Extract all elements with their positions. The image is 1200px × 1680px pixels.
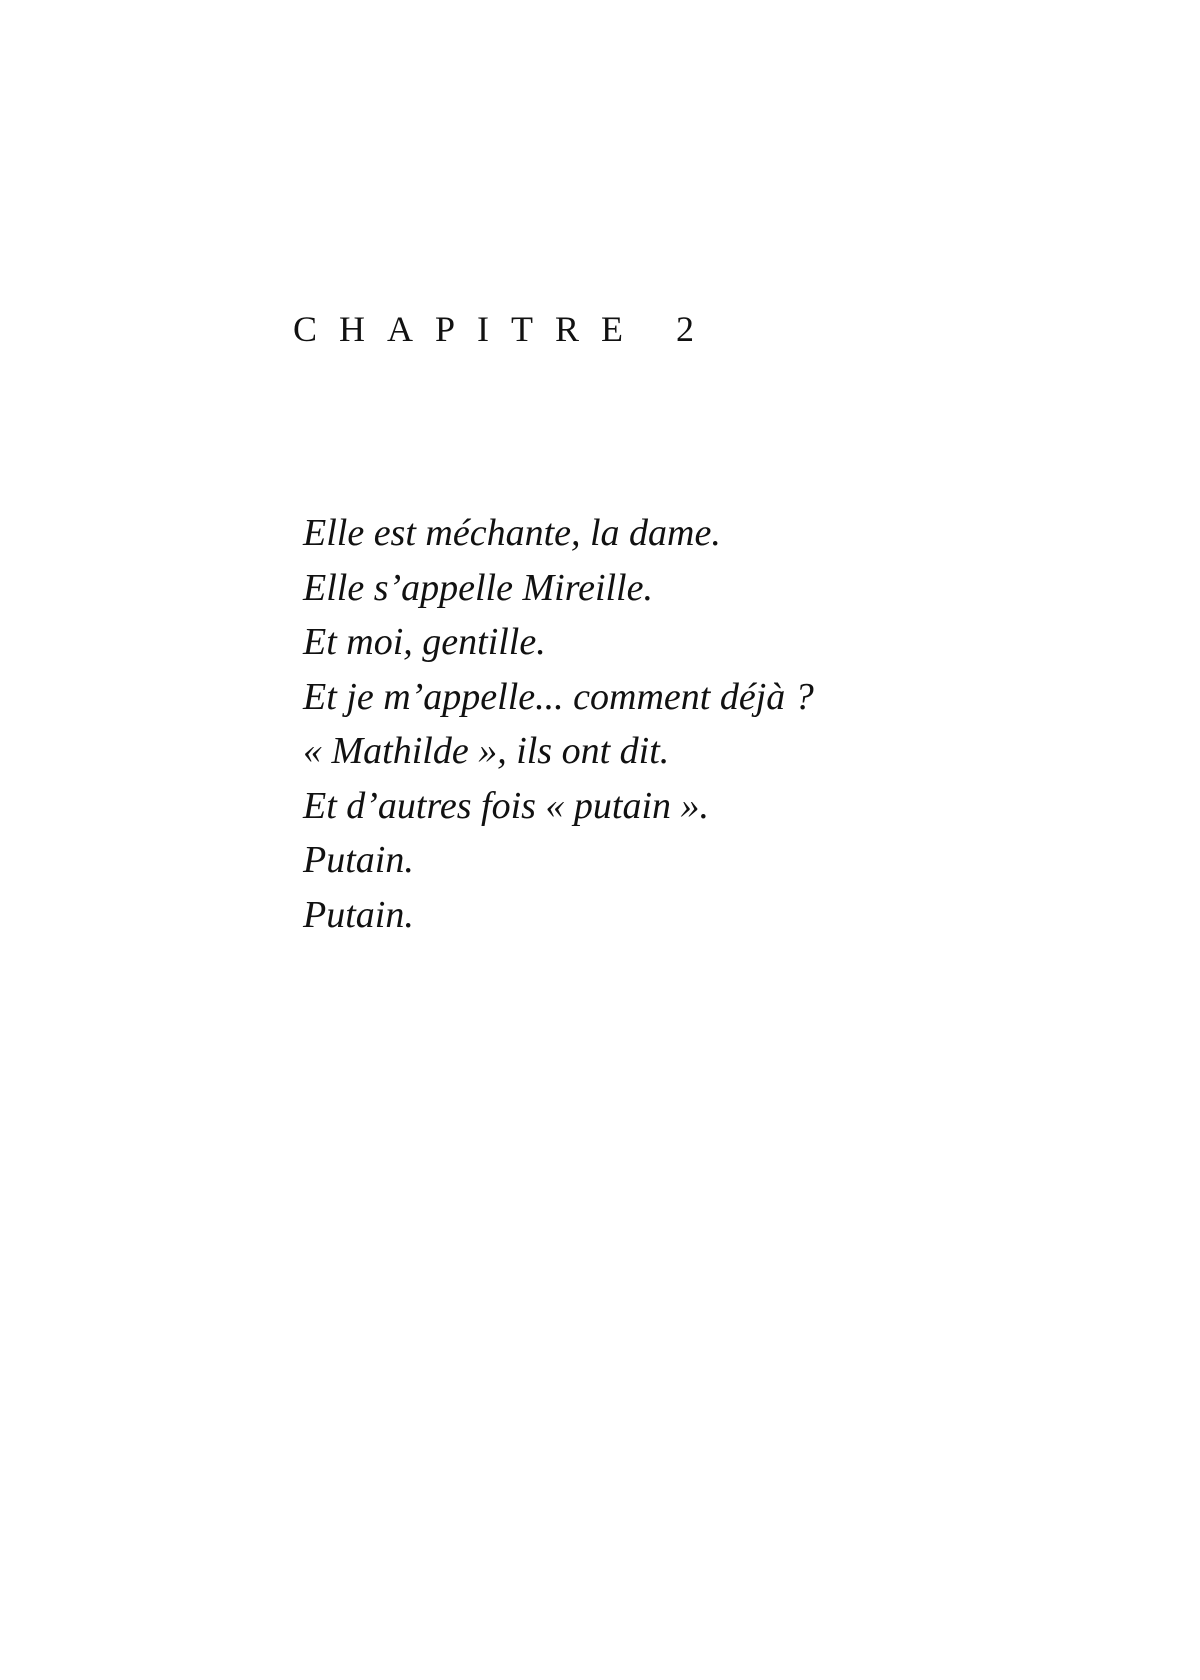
poem-line: Putain. <box>303 893 414 936</box>
poem-block <box>303 506 814 942</box>
poem-line: Et d’autres fois « putain ». <box>303 784 710 827</box>
poem-line: Et moi, gentille. <box>303 621 546 663</box>
poem-line: Et je m’appelle... comment déjà ? <box>303 675 814 718</box>
poem-line: Elle s’appelle Mireille. <box>303 566 653 609</box>
poem-line: « Mathilde », ils ont dit. <box>303 730 670 772</box>
chapter-heading: CHAPITRE 2 <box>293 309 717 349</box>
poem-line: Putain. <box>303 839 414 881</box>
poem-line: Elle est méchante, la dame. <box>303 512 721 554</box>
